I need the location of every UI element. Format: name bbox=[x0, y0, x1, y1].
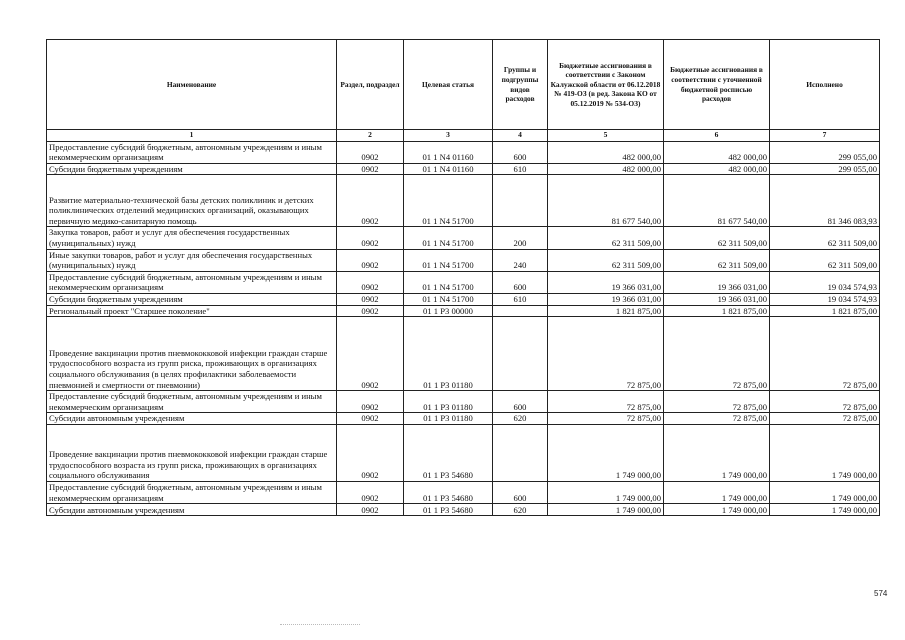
row-name: Субсидии бюджетным учреждениям bbox=[47, 293, 337, 305]
column-number: 7 bbox=[770, 130, 880, 142]
table-row bbox=[47, 305, 880, 317]
header-section: Раздел, подраздел bbox=[337, 40, 404, 130]
row-budget-revised: 19 366 031,00 bbox=[664, 293, 770, 305]
scan-marks bbox=[280, 624, 360, 627]
budget-table bbox=[46, 39, 880, 516]
row-section: 0902 bbox=[337, 413, 404, 425]
row-budget-law: 1 749 000,00 bbox=[548, 424, 664, 481]
row-name: Субсидии автономным учреждениям bbox=[47, 413, 337, 425]
row-name: Субсидии бюджетным учреждениям bbox=[47, 163, 337, 175]
column-number: 2 bbox=[337, 130, 404, 142]
table-row bbox=[47, 504, 880, 516]
row-executed: 19 034 574,93 bbox=[770, 293, 880, 305]
row-budget-law: 62 311 509,00 bbox=[548, 249, 664, 271]
row-section: 0902 bbox=[337, 163, 404, 175]
row-budget-law: 482 000,00 bbox=[548, 141, 664, 163]
row-name: Региональный проект "Старшее поколение" bbox=[47, 305, 337, 317]
column-number-row bbox=[47, 130, 880, 142]
row-section: 0902 bbox=[337, 481, 404, 503]
table-row bbox=[47, 271, 880, 293]
header-budget-law: Бюджетные ассигнования в соответствии с Законом Калужской области от 06.12.2018 № 419-ОЗ (в ред. Закона КО от 05.12.2019 № 534-ОЗ) bbox=[548, 40, 664, 130]
column-number: 5 bbox=[548, 130, 664, 142]
row-group: 600 bbox=[493, 141, 548, 163]
column-number: 6 bbox=[664, 130, 770, 142]
row-budget-revised: 1 749 000,00 bbox=[664, 424, 770, 481]
row-group bbox=[493, 424, 548, 481]
row-group: 610 bbox=[493, 293, 548, 305]
table-row bbox=[47, 141, 880, 163]
table-row bbox=[47, 227, 880, 249]
row-name: Проведение вакцинации против пневмококковой инфекции граждан старше трудоспособного возраста из групп риска, проживающих в организациях социального обслуживания (в целях профилактики заболеваемости пневмонией и смертности от пневмонии) bbox=[47, 317, 337, 391]
row-budget-revised: 1 749 000,00 bbox=[664, 504, 770, 516]
table-body bbox=[47, 141, 880, 516]
row-budget-law: 1 821 875,00 bbox=[548, 305, 664, 317]
row-budget-revised: 72 875,00 bbox=[664, 317, 770, 391]
row-name: Предоставление субсидий бюджетным, автономным учреждениям и иным некоммерческим организациям bbox=[47, 481, 337, 503]
row-budget-law: 1 749 000,00 bbox=[548, 504, 664, 516]
table-row bbox=[47, 163, 880, 175]
row-budget-law: 1 749 000,00 bbox=[548, 481, 664, 503]
header-row bbox=[47, 40, 880, 130]
row-section: 0902 bbox=[337, 141, 404, 163]
row-executed: 299 055,00 bbox=[770, 163, 880, 175]
row-budget-revised: 1 749 000,00 bbox=[664, 481, 770, 503]
row-target: 01 1 N4 01160 bbox=[404, 163, 493, 175]
row-target: 01 1 N4 51700 bbox=[404, 249, 493, 271]
row-executed: 1 749 000,00 bbox=[770, 424, 880, 481]
row-group bbox=[493, 317, 548, 391]
header-executed: Исполнено bbox=[770, 40, 880, 130]
row-name: Предоставление субсидий бюджетным, автономным учреждениям и иным некоммерческим организациям bbox=[47, 271, 337, 293]
row-name: Развитие материально-технической базы детских поликлиник и детских поликлинических отделений медицинских организаций, оказывающих первичную медико-санитарную помощь bbox=[47, 175, 337, 227]
row-name: Субсидии автономным учреждениям bbox=[47, 504, 337, 516]
row-executed: 62 311 509,00 bbox=[770, 227, 880, 249]
row-section: 0902 bbox=[337, 227, 404, 249]
row-name: Предоставление субсидий бюджетным, автономным учреждениям и иным некоммерческим организациям bbox=[47, 391, 337, 413]
row-target: 01 1 P3 01180 bbox=[404, 391, 493, 413]
row-budget-revised: 482 000,00 bbox=[664, 141, 770, 163]
row-section: 0902 bbox=[337, 504, 404, 516]
row-group: 600 bbox=[493, 271, 548, 293]
row-name: Закупка товаров, работ и услуг для обеспечения государственных (муниципальных) нужд bbox=[47, 227, 337, 249]
row-budget-revised: 72 875,00 bbox=[664, 413, 770, 425]
row-budget-law: 62 311 509,00 bbox=[548, 227, 664, 249]
column-number: 3 bbox=[404, 130, 493, 142]
row-group bbox=[493, 175, 548, 227]
row-section: 0902 bbox=[337, 271, 404, 293]
row-target: 01 1 P3 54680 bbox=[404, 481, 493, 503]
row-section: 0902 bbox=[337, 317, 404, 391]
row-executed: 299 055,00 bbox=[770, 141, 880, 163]
row-executed: 1 749 000,00 bbox=[770, 481, 880, 503]
row-group: 200 bbox=[493, 227, 548, 249]
row-executed: 72 875,00 bbox=[770, 413, 880, 425]
row-executed: 1 821 875,00 bbox=[770, 305, 880, 317]
header-target: Целевая статья bbox=[404, 40, 493, 130]
row-target: 01 1 N4 51700 bbox=[404, 271, 493, 293]
row-budget-revised: 81 677 540,00 bbox=[664, 175, 770, 227]
row-budget-law: 72 875,00 bbox=[548, 317, 664, 391]
row-section: 0902 bbox=[337, 249, 404, 271]
table-row bbox=[47, 481, 880, 503]
row-name: Предоставление субсидий бюджетным, автономным учреждениям и иным некоммерческим организациям bbox=[47, 141, 337, 163]
row-budget-revised: 19 366 031,00 bbox=[664, 271, 770, 293]
row-budget-revised: 72 875,00 bbox=[664, 391, 770, 413]
row-budget-revised: 1 821 875,00 bbox=[664, 305, 770, 317]
row-group: 620 bbox=[493, 413, 548, 425]
row-target: 01 1 P3 01180 bbox=[404, 317, 493, 391]
row-group: 620 bbox=[493, 504, 548, 516]
row-budget-revised: 482 000,00 bbox=[664, 163, 770, 175]
row-executed: 72 875,00 bbox=[770, 391, 880, 413]
row-executed: 1 749 000,00 bbox=[770, 504, 880, 516]
row-target: 01 1 N4 01160 bbox=[404, 141, 493, 163]
row-budget-law: 19 366 031,00 bbox=[548, 293, 664, 305]
row-executed: 72 875,00 bbox=[770, 317, 880, 391]
row-target: 01 1 N4 51700 bbox=[404, 293, 493, 305]
row-group: 600 bbox=[493, 481, 548, 503]
table-row bbox=[47, 249, 880, 271]
row-name: Проведение вакцинации против пневмококковой инфекции граждан старше трудоспособного возраста из групп риска, проживающих в организациях социального обслуживания bbox=[47, 424, 337, 481]
row-section: 0902 bbox=[337, 391, 404, 413]
row-budget-law: 19 366 031,00 bbox=[548, 271, 664, 293]
table-row bbox=[47, 317, 880, 391]
row-target: 01 1 P3 00000 bbox=[404, 305, 493, 317]
row-group: 610 bbox=[493, 163, 548, 175]
row-executed: 19 034 574,93 bbox=[770, 271, 880, 293]
row-budget-revised: 62 311 509,00 bbox=[664, 227, 770, 249]
row-group bbox=[493, 305, 548, 317]
row-target: 01 1 N4 51700 bbox=[404, 175, 493, 227]
table-row bbox=[47, 391, 880, 413]
row-executed: 62 311 509,00 bbox=[770, 249, 880, 271]
row-executed: 81 346 083,93 bbox=[770, 175, 880, 227]
column-number: 4 bbox=[493, 130, 548, 142]
row-budget-law: 72 875,00 bbox=[548, 413, 664, 425]
row-section: 0902 bbox=[337, 424, 404, 481]
row-budget-law: 482 000,00 bbox=[548, 163, 664, 175]
header-group: Группы и подгруппы видов расходов bbox=[493, 40, 548, 130]
table-row bbox=[47, 293, 880, 305]
row-target: 01 1 P3 54680 bbox=[404, 424, 493, 481]
table-row bbox=[47, 175, 880, 227]
row-target: 01 1 P3 54680 bbox=[404, 504, 493, 516]
row-section: 0902 bbox=[337, 175, 404, 227]
row-group: 240 bbox=[493, 249, 548, 271]
page-number: 574 bbox=[874, 589, 888, 598]
row-name: Иные закупки товаров, работ и услуг для обеспечения государственных (муниципальных) нужд bbox=[47, 249, 337, 271]
row-section: 0902 bbox=[337, 293, 404, 305]
table-row bbox=[47, 413, 880, 425]
row-target: 01 1 N4 51700 bbox=[404, 227, 493, 249]
header-name: Наименование bbox=[47, 40, 337, 130]
column-number: 1 bbox=[47, 130, 337, 142]
row-group: 600 bbox=[493, 391, 548, 413]
table-row bbox=[47, 424, 880, 481]
row-section: 0902 bbox=[337, 305, 404, 317]
row-target: 01 1 P3 01180 bbox=[404, 413, 493, 425]
row-budget-revised: 62 311 509,00 bbox=[664, 249, 770, 271]
row-budget-law: 72 875,00 bbox=[548, 391, 664, 413]
header-budget-revised: Бюджетные ассигнования в соответствии с уточненной бюджетной росписью расходов bbox=[664, 40, 770, 130]
row-budget-law: 81 677 540,00 bbox=[548, 175, 664, 227]
